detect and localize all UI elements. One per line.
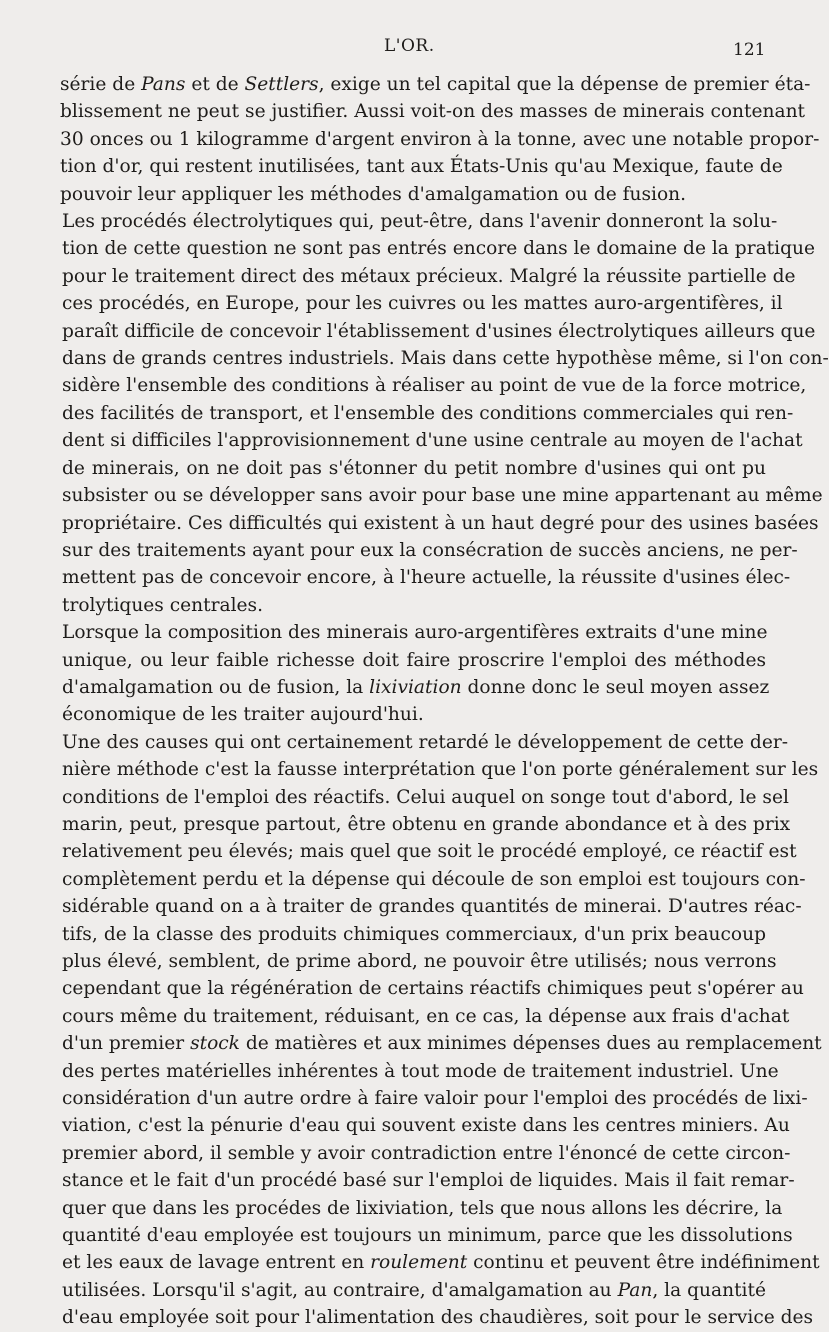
italic-term: roulement	[370, 1252, 468, 1274]
text-line	[60, 181, 766, 208]
text-run: dans de grands centres industriels. Mais dans cette hypothèse même, si l'on con-	[62, 348, 829, 370]
text-run: premier abord, il semble y avoir contradiction entre l'énoncé de cette circon-	[62, 1142, 791, 1164]
text-run: dent si difficiles l'approvisionnement d'une usine centrale au moyen de l'achat	[62, 430, 803, 452]
text-line	[60, 372, 807, 399]
italic-term: lixiviation	[369, 676, 462, 698]
text-line	[60, 427, 803, 454]
text-run: relativement peu élevés; mais quel que soit le procédé employé, ce réactif est	[62, 841, 797, 863]
paragraph	[60, 619, 770, 729]
paragraph	[60, 71, 820, 208]
text-line	[60, 564, 791, 591]
text-run: unique, ou leur faible richesse doit faire proscrire l'emploi des méthodes	[62, 649, 766, 671]
text-line	[60, 263, 796, 290]
text-run: d'amalgamation ou de fusion, la	[62, 676, 370, 698]
text-run: tion d'or, qui restent inutilisées, tant aux États-Unis qu'au Mexique, faute de	[60, 156, 783, 178]
text-line	[60, 208, 778, 235]
body-text	[60, 71, 829, 1332]
text-run: nière méthode c'est la fausse interprétation que l'on porte généralement sur les	[62, 759, 819, 781]
text-line	[60, 866, 806, 893]
text-run: complètement perdu et la dépense qui découle de son emploi est toujours con-	[62, 868, 806, 890]
text-line	[60, 345, 829, 372]
text-run: mettent pas de concevoir encore, à l'heure actuelle, la réussite d'usines élec-	[62, 567, 791, 589]
text-run: Une des causes qui ont certainement retardé le développement de cette der-	[62, 731, 789, 753]
text-line	[60, 838, 797, 865]
text-line	[60, 1058, 779, 1085]
text-run: conditions de l'emploi des réactifs. Celui auquel on songe tout d'abord, le sel	[62, 786, 789, 808]
text-line	[60, 948, 777, 975]
text-run: subsister ou se développer sans avoir pour base une mine appartenant au même	[62, 485, 823, 507]
text-line	[60, 400, 794, 427]
text-run: d'eau employée soit pour l'alimentation des chaudières, soit pour le service des	[62, 1307, 814, 1329]
text-run: paraît difficile de concevoir l'établissement d'usines électrolytiques ailleurs que	[62, 320, 816, 342]
text-run: marin, peut, presque partout, être obtenu en grande abondance et à des prix	[62, 813, 791, 835]
text-run: de matières et aux minimes dépenses dues au remplacement	[239, 1033, 822, 1055]
text-line	[60, 98, 806, 125]
text-run: stance et le fait d'un procédé basé sur l'emploi de liquides. Mais il fait remar-	[62, 1170, 795, 1192]
text-line	[60, 811, 791, 838]
text-run: pouvoir leur appliquer les méthodes d'amalgamation ou de fusion.	[60, 183, 687, 205]
italic-term: stock	[190, 1033, 240, 1055]
text-line	[60, 1304, 814, 1331]
text-run: propriétaire. Ces difficultés qui existent à un haut degré pour des usines basées	[62, 512, 819, 534]
text-run: Lorsque la composition des minerais auro-argentifères extraits d'une mine	[62, 622, 768, 644]
text-line	[60, 592, 766, 619]
text-run: cours même du traitement, réduisant, en ce cas, la dépense aux frais d'achat	[62, 1005, 790, 1027]
text-line	[60, 619, 766, 646]
text-line	[60, 975, 804, 1002]
running-title: L'OR.	[384, 36, 435, 56]
text-line	[60, 1222, 793, 1249]
text-line	[60, 893, 802, 920]
text-line	[60, 756, 819, 783]
text-line	[60, 126, 820, 153]
text-run: des pertes matérielles inhérentes à tout mode de traitement industriel. Une	[62, 1060, 779, 1082]
text-run: 30 onces ou 1 kilogramme d'argent environ à la tonne, avec une notable propor-	[60, 128, 820, 150]
text-line	[60, 1195, 783, 1222]
text-line	[60, 153, 783, 180]
text-run: viation, c'est la pénurie d'eau qui souvent existe dans les centres miniers. Au	[62, 1115, 790, 1137]
text-line	[60, 1140, 791, 1167]
text-line	[60, 1030, 822, 1057]
text-run: plus élevé, semblent, de prime abord, ne pouvoir être utilisés; nous verrons	[62, 951, 777, 972]
text-line	[60, 537, 798, 564]
text-run: et les eaux de lavage entrent en	[62, 1252, 371, 1274]
text-line	[60, 921, 766, 948]
text-line	[60, 1167, 795, 1194]
text-line	[60, 455, 766, 482]
text-line	[60, 318, 816, 345]
text-run: cependant que la régénération de certains réactifs chimiques peut s'opérer au	[62, 978, 804, 1000]
text-line	[60, 1277, 766, 1304]
text-run: sur des traitements ayant pour eux la consécration de succès anciens, ne per-	[62, 539, 798, 561]
text-run: Les procédés électrolytiques qui, peut-être, dans l'avenir donneront la solu-	[62, 211, 778, 233]
text-line	[60, 1249, 820, 1276]
paragraph	[60, 729, 822, 1332]
italic-term: Pan	[617, 1279, 653, 1301]
text-run: sidère l'ensemble des conditions à réaliser au point de vue de la force motrice,	[62, 375, 807, 397]
text-line	[60, 701, 766, 728]
page-number: 121	[733, 40, 766, 60]
text-line	[60, 510, 819, 537]
text-run: série de	[60, 74, 142, 95]
text-run: et de	[185, 74, 245, 95]
text-run: quantité d'eau employée est toujours un minimum, parce que les dissolutions	[62, 1225, 793, 1247]
text-run: , exige un tel capital que la dépense de premier éta-	[318, 74, 811, 95]
text-run: de minerais, on ne doit pas s'étonner du petit nombre d'usines qui ont pu	[62, 457, 766, 479]
text-run: blissement ne peut se justifier. Aussi voit-on des masses de minerais contenant	[60, 101, 806, 123]
text-line	[60, 71, 811, 98]
text-run: d'un premier	[62, 1033, 191, 1055]
text-line	[60, 784, 789, 811]
text-line	[60, 674, 770, 701]
italic-term: Settlers	[244, 74, 319, 95]
text-run: , la quantité	[652, 1279, 766, 1301]
text-run: sidérable quand on a à traiter de grandes quantités de minerai. D'autres réac-	[62, 896, 802, 918]
running-head	[0, 36, 800, 62]
text-run: quer que dans les procédes de lixiviation, tels que nous allons les décrire, la	[62, 1197, 783, 1219]
text-run: continu et peuvent être indéfiniment	[467, 1252, 820, 1274]
text-run: utilisées. Lorsqu'il s'agit, au contraire, d'amalgamation au	[62, 1279, 618, 1301]
text-line	[60, 290, 783, 317]
text-run: donne donc le seul moyen assez	[461, 676, 770, 698]
text-run: des facilités de transport, et l'ensemble des conditions commerciales qui ren-	[62, 402, 794, 424]
text-line	[60, 1003, 790, 1030]
text-run: considération d'un autre ordre à faire valoir pour l'emploi des procédés de lixi-	[62, 1088, 808, 1110]
italic-term: Pans	[141, 74, 186, 95]
text-run: tion de cette question ne sont pas entrés encore dans le domaine de la pratique	[62, 238, 815, 260]
text-line	[60, 1085, 808, 1112]
text-line	[60, 647, 766, 674]
text-line	[60, 1112, 790, 1139]
paragraph	[60, 208, 829, 619]
text-run: économique de les traiter aujourd'hui.	[62, 704, 424, 726]
text-run: trolytiques centrales.	[62, 594, 263, 616]
text-run: pour le traitement direct des métaux précieux. Malgré la réussite partielle de	[62, 265, 796, 287]
text-run: ces procédés, en Europe, pour les cuivres ou les mattes auro-argentifères, il	[62, 293, 783, 315]
text-line	[60, 729, 789, 756]
text-line	[60, 482, 823, 509]
text-run: tifs, de la classe des produits chimiques commerciaux, d'un prix beaucoup	[62, 923, 766, 945]
text-line	[60, 235, 815, 262]
